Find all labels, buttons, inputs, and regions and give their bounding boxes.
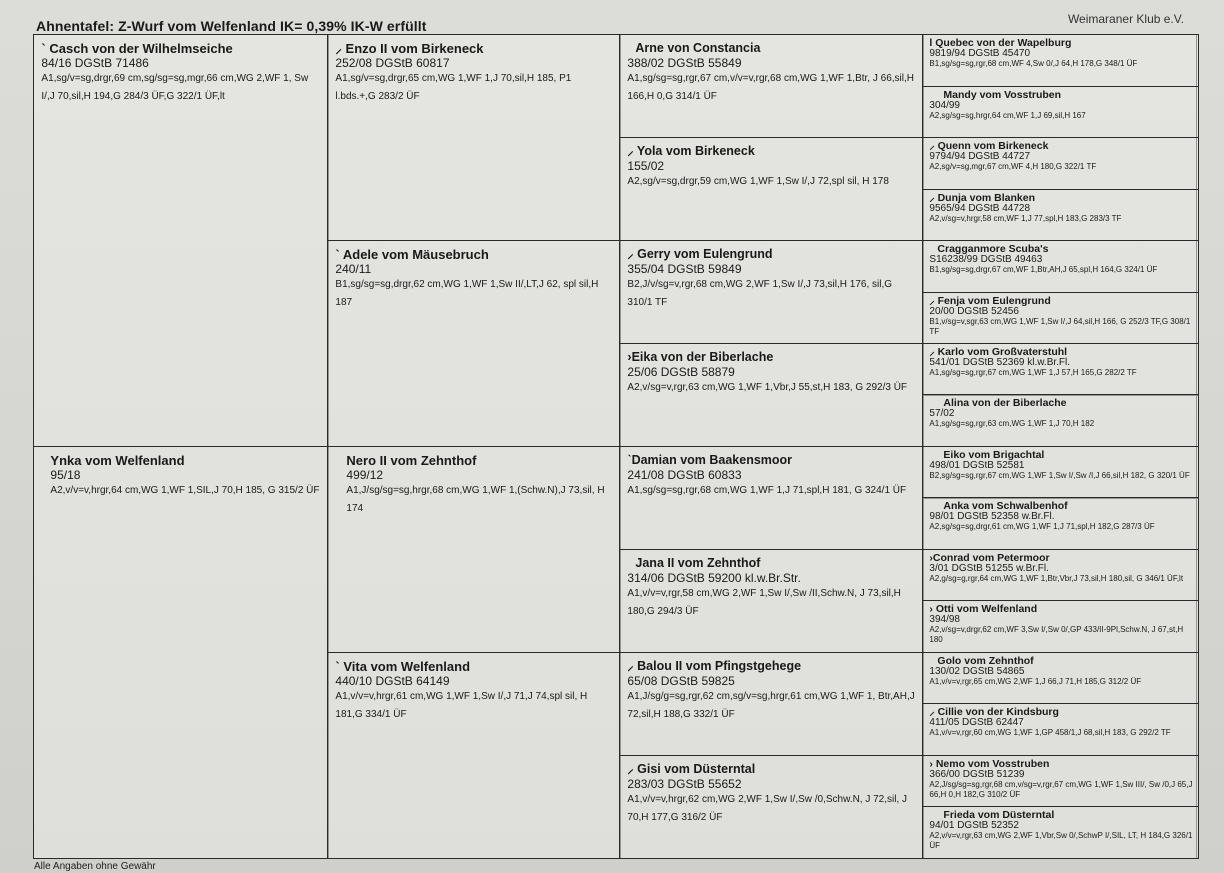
dog-details: A2,v/v=v,hrgr,64 cm,WG 1,WF 1,SIL,J 70,H 185, G 315/2 ÜF [50, 484, 320, 496]
dog-name: Frieda vom Düsterntal [943, 808, 1055, 821]
dog-name: ⸝ Cillie von der Kindsburg [929, 706, 1059, 719]
dog-details: A1,sg/sg=sg,rgr,68 cm,WG 1,WF 1,J 71,spl,H 181, G 324/1 ÜF [627, 484, 907, 496]
dog-name: ›Conrad vom Petermoor [929, 551, 1050, 564]
grandparent-cell [327, 34, 620, 241]
dog-name: Golo vom Zehnthof [937, 654, 1034, 667]
dog-registration: 3/01 DGStB 51255 w.Br.Fl. [929, 562, 1049, 574]
dog-name: › Nemo vom Vosstruben [929, 757, 1050, 770]
dog-name: ⸝ Gerry vom Eulengrund [627, 247, 773, 262]
ggg-parent-cell [922, 137, 1198, 190]
dog-name: ›Eika von der Biberlache [627, 350, 774, 365]
dog-details: A2,v/sg=v,drgr,62 cm,WF 3,Sw I/,Sw 0/,GP 433/II-9Pl,Schw.N, J 67,st,H 180 [929, 625, 1184, 645]
dog-name: ⸝ Balou II vom Pfingstgehege [627, 658, 802, 673]
dog-name: Ynka vom Welfenland [50, 452, 185, 468]
dog-details: A1,sg/sg=sg,rgr,67 cm,v/v=v,rgr,68 cm,WG 1,WF 1,Btr, J 66,sil,H 166,H 0,G 314/1 ÜF [627, 73, 914, 103]
great-grandparent-cell [619, 755, 923, 859]
dog-details: A2,v/sg=v,rgr,63 cm,WG 1,WF 1,Vbr,J 55,st,H 183, G 292/3 ÜF [627, 382, 908, 394]
dog-registration: 9819/94 DGStB 45470 [929, 48, 1031, 60]
great-grandparent-cell [619, 240, 923, 344]
dog-registration: 65/08 DGStB 59825 [627, 673, 735, 688]
dog-details: A2,sg/sg=sg,hrgr,64 cm,WF 1,J 69,sil,H 167 [929, 110, 1086, 120]
dog-registration: 541/01 DGStB 52369 kl.w.Br.Fl. [929, 357, 1071, 369]
dog-details: A2,J/sg/sg=sg,rgr,68 cm,v/sg=v,rgr,67 cm,WG 1,WF 1,Sw III/, Sw /0,J 65,J 66,H 0,H 182,G 310/2 ÜF [929, 779, 1193, 799]
dog-details: A2,v/sg=v,hrgr,58 cm,WF 1,J 77,spl,H 183,G 283/3 TF [929, 213, 1122, 223]
dog-registration: 98/01 DGStB 52358 w.Br.Fl. [929, 511, 1055, 523]
ggg-parent-cell [922, 343, 1198, 396]
ggg-parent-cell [922, 549, 1198, 602]
dog-name: ⸝ Dunja vom Blanken [929, 191, 1036, 204]
dog-details: A1,sg/v=sg,drgr,69 cm,sg/sg=sg,mgr,66 cm,WG 2,WF 1, Sw I/,J 70,sil,H 194,G 284/3 ÜF,G 322/1 ÜF,lt [41, 73, 309, 103]
ggg-parent-cell [922, 755, 1198, 808]
dog-registration: 355/04 DGStB 59849 [627, 262, 742, 277]
dog-name: ⸝ Karlo vom Großvaterstuhl [929, 346, 1068, 359]
grandparent-cell [327, 652, 620, 859]
dog-name: Arne von Constancia [635, 41, 761, 56]
dog-registration: 252/08 DGStB 60817 [335, 56, 450, 71]
great-grandparent-cell [619, 137, 923, 241]
dog-registration: 411/05 DGStB 62447 [929, 717, 1024, 729]
great-grandparent-cell [619, 652, 923, 756]
dog-details: B1,sg/sg=sg,rgr,68 cm,WF 4,Sw 0/,J 64,H 178,G 348/1 ÜF [929, 59, 1138, 69]
dog-registration: 9794/94 DGStB 44727 [929, 151, 1031, 163]
dog-details: B1,sg/sg=sg,drgr,67 cm,WF 1,Btr,AH,J 65,spl,H 164,G 324/1 ÜF [929, 265, 1158, 275]
dog-details: A2,g/sg=g,rgr,64 cm,WG 1,WF 1,Btr,Vbr,J 73,sil,H 180,sil, G 346/1 ÜF,lt [929, 573, 1184, 583]
dog-name: ` Casch von der Wilhelmseiche [41, 41, 233, 57]
dog-registration: 283/03 DGStB 55652 [627, 776, 742, 791]
page-title: Ahnentafel: Z-Wurf vom Welfenland IK= 0,39% IK-W erfüllt [36, 18, 427, 34]
dog-name: Alina von der Biberlache [943, 397, 1067, 410]
dog-details: B1,sg/sg=sg,drgr,62 cm,WG 1,WF 1,Sw II/,LT,J 62, spl sil,H 187 [335, 279, 599, 309]
dog-details: A1,v/v=v,rgr,58 cm,WG 2,WF 1,Sw I/,Sw /II,Schw.N, J 73,sil,H 180,G 294/3 ÜF [627, 587, 901, 617]
dog-name: Mandy vom Vosstruben [943, 88, 1062, 101]
dog-details: A1,v/v=v,hrgr,61 cm,WG 1,WF 1,Sw I/,J 71,J 74,spl sil, H 181,G 334/1 ÜF [335, 690, 588, 720]
dog-name: ⸝ Gisi vom Düsterntal [627, 761, 756, 776]
dog-registration: 440/10 DGStB 64149 [335, 673, 450, 688]
dog-registration: 130/02 DGStB 54865 [929, 665, 1025, 677]
dog-details: A1,v/v=v,rgr,65 cm,WG 2,WF 1,J 66,J 71,H 185,G 312/2 ÜF [929, 676, 1142, 686]
dog-details: A1,sg/v=sg,drgr,65 cm,WG 1,WF 1,J 70,sil,H 185, P1 l.bds.+,G 283/2 ÜF [335, 73, 572, 103]
dog-registration: 9565/94 DGStB 44728 [929, 202, 1031, 214]
great-grandparent-cell [619, 343, 923, 447]
dog-registration: 499/12 [346, 467, 384, 482]
dog-registration: 95/18 [50, 467, 81, 482]
dog-name: ˋDamian vom Baakensmoor [627, 452, 793, 467]
dog-registration: 94/01 DGStB 52352 [929, 819, 1019, 831]
dog-name: Anka vom Schwalbenhof [943, 500, 1068, 513]
dog-registration: 241/08 DGStB 60833 [627, 467, 742, 482]
ggg-parent-cell [922, 240, 1198, 293]
dog-name: ⸝ Quenn vom Birkeneck [929, 140, 1049, 153]
dog-registration: 57/02 [929, 408, 955, 420]
dog-details: B2,sg/sg=sg,rgr,67 cm,WG 1,WF 1,Sw I/,Sw /I,J 66,sil,H 182, G 320/1 ÜF [929, 470, 1190, 480]
ggg-parent-cell [922, 806, 1198, 859]
dog-details: A1,J/sg/sg=sg,hrgr,68 cm,WG 1,WF 1,(Schw.N),J 73,sil, H 174 [346, 484, 605, 514]
dog-registration: 20/00 DGStB 52456 [929, 305, 1019, 317]
ggg-parent-cell [922, 34, 1198, 87]
great-grandparent-cell [619, 549, 923, 653]
dog-registration: 84/16 DGStB 71486 [41, 56, 149, 71]
ggg-parent-cell [922, 446, 1198, 499]
dog-registration: 388/02 DGStB 55849 [627, 56, 742, 71]
ggg-parent-cell [922, 652, 1198, 705]
sire-cell [33, 34, 328, 447]
dog-registration: 155/02 [627, 159, 665, 174]
dog-details: A1,J/sg/g=sg,rgr,62 cm,sg/v=sg,hrgr,61 cm,WG 1,WF 1, Btr,AH,J 72,sil,H 188,G 332/1 ÜF [627, 690, 915, 720]
dog-details: B1,v/sg=v,sgr,63 cm,WG 1,WF 1,Sw I/,J 64,sil,H 166, G 252/3 TF,G 308/1 TF [929, 316, 1191, 336]
pedigree-grid [33, 34, 1197, 859]
dog-registration: 314/06 DGStB 59200 kl.w.Br.Str. [627, 570, 801, 585]
dog-name: ⸝ Fenja vom Eulengrund [929, 294, 1051, 307]
grandparent-cell [327, 240, 620, 447]
dog-name: ` Vita vom Welfenland [335, 658, 471, 674]
dog-registration: S16238/99 DGStB 49463 [929, 254, 1043, 266]
dog-details: A2,sg/v=sg,drgr,59 cm,WG 1,WF 1,Sw I/,J 72,spl sil, H 178 [627, 176, 889, 188]
dog-name: l Quebec von der Wapelburg [929, 37, 1072, 50]
dog-details: A1,sg/sg=sg,rgr,67 cm,WG 1,WF 1,J 57,H 165,G 282/2 TF [929, 368, 1137, 378]
dam-cell [33, 446, 328, 859]
ggg-parent-cell [922, 703, 1198, 756]
dog-registration: 394/98 [929, 614, 960, 626]
dog-registration: 25/06 DGStB 58879 [627, 365, 735, 380]
dog-registration: 366/00 DGStB 51239 [929, 768, 1025, 780]
grandparent-cell [327, 446, 620, 653]
dog-registration: 240/11 [335, 262, 372, 277]
great-grandparent-cell [619, 34, 923, 138]
dog-name: Cragganmore Scuba's [937, 243, 1049, 256]
dog-name: Nero II vom Zehnthof [346, 452, 477, 468]
ggg-parent-cell [922, 600, 1198, 653]
dog-details: A1,v/v=v,hrgr,62 cm,WG 2,WF 1,Sw I/,Sw /0,Schw.N, J 72,sil, J 70,H 177,G 316/2 ÜF [627, 793, 908, 823]
dog-details: A1,sg/sg=sg,rgr,63 cm,WG 1,WF 1,J 70,H 182 [929, 419, 1095, 429]
disclaimer-footer: Alle Angaben ohne Gewähr [34, 861, 156, 872]
dog-name: ⸝ Yola vom Birkeneck [627, 144, 755, 159]
dog-details: B2,J/v/sg=v,rgr,68 cm,WG 2,WF 1,Sw I/,J 73,sil,H 176, sil,G 310/1 TF [627, 279, 893, 309]
dog-registration: 304/99 [929, 99, 960, 111]
dog-name: Jana II vom Zehnthof [635, 555, 761, 570]
dog-name: ` Adele vom Mäusebruch [335, 247, 489, 263]
dog-name: ⸝ Enzo II vom Birkeneck [335, 41, 484, 57]
ggg-parent-cell [922, 189, 1198, 242]
dog-details: A1,v/v=v,rgr,60 cm,WG 1,WF 1,GP 458/1,J 68,sil,H 183, G 292/2 TF [929, 728, 1171, 738]
dog-name: › Otti vom Welfenland [929, 603, 1038, 616]
dog-name: Eiko vom Brigachtal [943, 448, 1045, 461]
dog-details: A2,sg/sg=sg,drgr,61 cm,WG 1,WF 1,J 71,spl,H 182,G 287/3 ÜF [929, 522, 1155, 532]
dog-registration: 498/01 DGStB 52581 [929, 459, 1025, 471]
ggg-parent-cell [922, 394, 1198, 447]
great-grandparent-cell [619, 446, 923, 550]
ggg-parent-cell [922, 86, 1198, 139]
dog-details: A2,sg/v=sg,mgr,67 cm,WF 4,H 180,G 322/1 TF [929, 162, 1097, 172]
ggg-parent-cell [922, 497, 1198, 550]
ggg-parent-cell [922, 292, 1198, 345]
club-name: Weimaraner Klub e.V. [1067, 12, 1184, 26]
dog-details: A2,v/v=v,rgr,63 cm,WG 2,WF 1,Vbr,Sw 0/,SchwP I/,SIL, LT, H 184,G 326/1 ÜF [929, 830, 1193, 850]
